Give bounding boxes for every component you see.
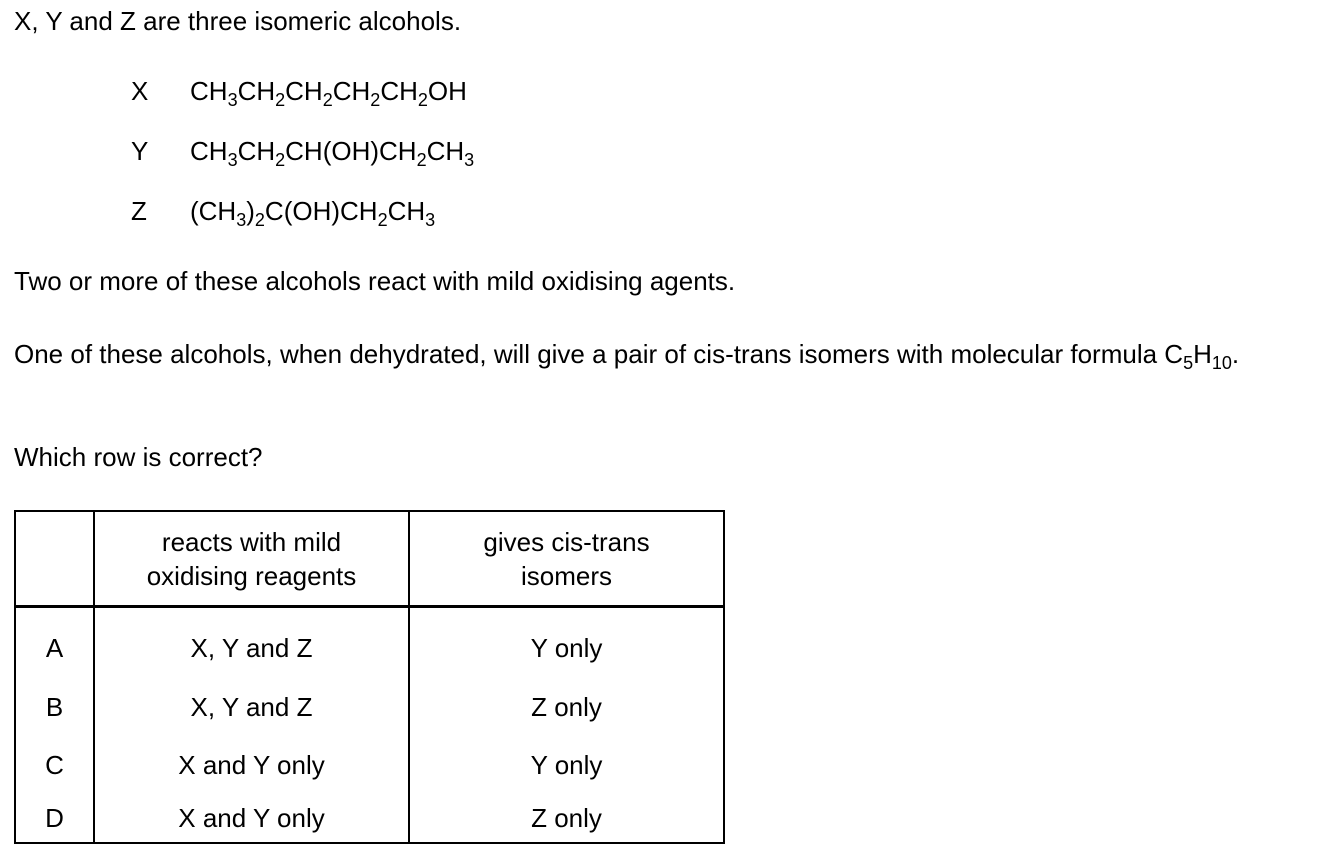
header-oxidising-line1: reacts with mild (161, 526, 342, 557)
option-b-cis-trans: Z only (409, 678, 724, 736)
alcohol-y-label: Y (131, 136, 149, 166)
statement-dehydration-text: One of these alcohols, when dehydrated, will give a pair of cis-trans isomers with molecular formula (14, 339, 1165, 369)
formula-subscript: 3 (464, 150, 475, 170)
alcohol-z-formula: $(CH_3)_2C(OH)CH_2CH_3$ (190, 196, 436, 230)
formula-subscript: 5 (1183, 353, 1194, 373)
option-c-oxidising: X and Y only (94, 736, 409, 794)
alcohol-z-label: Z (131, 196, 147, 226)
formula-subscript: 2 (322, 90, 333, 110)
formula-subscript: 3 (227, 150, 238, 170)
option-key-a[interactable]: A (15, 607, 94, 679)
option-a-oxidising: X, Y and Z (94, 607, 409, 679)
question-text: Which row is correct? (14, 442, 263, 472)
header-key (15, 511, 94, 607)
option-key-c[interactable]: C (15, 736, 94, 794)
header-oxidising (94, 511, 409, 607)
alcohol-x-formula: $CH_3CH_2CH_2CH_2CH_2OH$ (190, 76, 467, 110)
table-row[interactable] (15, 736, 724, 794)
alcohol-y-formula: $CH_3CH_2CH(OH)CH_2CH_3$ (190, 136, 475, 170)
table-row[interactable] (15, 794, 724, 843)
option-d-cis-trans: Z only (409, 794, 724, 843)
answer-table (14, 510, 725, 844)
alcohol-x-label: X (131, 76, 149, 106)
formula-subscript: 2 (377, 210, 388, 230)
header-oxidising-line2: oxidising reagents (146, 560, 357, 591)
option-d-oxidising: X and Y only (94, 794, 409, 843)
formula-subscript: 2 (370, 90, 381, 110)
formula-subscript: 2 (416, 150, 427, 170)
formula-subscript: 2 (275, 150, 286, 170)
formula-subscript: 10 (1211, 353, 1232, 373)
option-a-cis-trans: Y only (409, 607, 724, 679)
molecular-formula: $C_5H_{10}$. (1164, 339, 1240, 373)
statement-dehydration (14, 337, 1332, 371)
table-row[interactable] (15, 607, 724, 679)
option-key-b[interactable]: B (15, 678, 94, 736)
option-key-d[interactable]: D (15, 794, 94, 843)
formula-subscript: 3 (425, 210, 436, 230)
formula-subscript: 2 (254, 210, 265, 230)
header-cis-trans-line2: isomers (520, 560, 612, 591)
intro-text: X, Y and Z are three isomeric alcohols. (14, 6, 462, 36)
statement-oxidation: Two or more of these alcohols react with mild oxidising agents. (14, 266, 736, 296)
header-cis-trans-line1: gives cis-trans (483, 526, 650, 557)
table-row[interactable] (15, 678, 724, 736)
table-header-row (15, 511, 724, 607)
formula-subscript: 2 (275, 90, 286, 110)
option-b-oxidising: X, Y and Z (94, 678, 409, 736)
formula-subscript: 2 (417, 90, 428, 110)
formula-subscript: 3 (236, 210, 247, 230)
header-cis-trans (409, 511, 724, 607)
formula-subscript: 3 (227, 90, 238, 110)
option-c-cis-trans: Y only (409, 736, 724, 794)
